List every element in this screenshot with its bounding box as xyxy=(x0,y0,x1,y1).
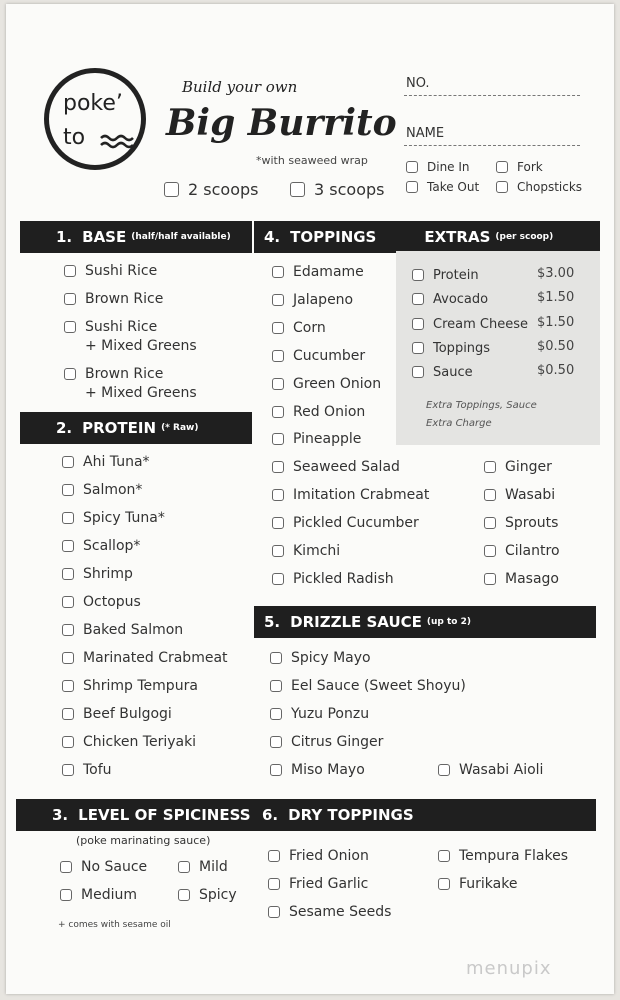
scoops-3-option[interactable]: 3 scoops xyxy=(290,180,384,199)
dry-option[interactable]: Furikake xyxy=(438,875,517,894)
take-out-option[interactable]: Take Out xyxy=(406,178,479,197)
checkbox[interactable] xyxy=(60,889,72,901)
base-option[interactable]: Brown Rice + Mixed Greens xyxy=(64,365,197,403)
checkbox[interactable] xyxy=(60,861,72,873)
extras-note-1: Extra Toppings, Sauce xyxy=(426,400,537,411)
checkbox[interactable] xyxy=(62,540,74,552)
protein-option[interactable]: Tofu xyxy=(62,761,112,780)
protein-option[interactable]: Baked Salmon xyxy=(62,621,183,640)
checkbox[interactable] xyxy=(272,406,284,418)
topping-option[interactable]: Jalapeno xyxy=(272,291,353,310)
checkbox[interactable] xyxy=(64,368,76,380)
spice-subtitle: (poke marinating sauce) xyxy=(76,834,211,847)
checkbox[interactable] xyxy=(270,736,282,748)
checkbox[interactable] xyxy=(178,861,190,873)
section-header-drizzle: 5. DRIZZLE SAUCE (up to 2) xyxy=(254,606,596,638)
checkbox[interactable] xyxy=(438,764,450,776)
protein-option[interactable]: Spicy Tuna* xyxy=(62,509,165,528)
extras-title: EXTRAS xyxy=(424,228,491,246)
section-header-base: 1. BASE (half/half available) xyxy=(20,221,252,253)
protein-option[interactable]: Chicken Teriyaki xyxy=(62,733,196,752)
checkbox[interactable] xyxy=(412,366,424,378)
topping-option[interactable]: Ginger xyxy=(484,458,552,477)
topping-option[interactable]: Seaweed Salad xyxy=(272,458,400,477)
spice-option[interactable]: Mild xyxy=(178,858,228,877)
checkbox[interactable] xyxy=(64,265,76,277)
section-header-dry: 6. DRY TOPPINGS xyxy=(252,799,596,831)
checkbox[interactable] xyxy=(272,266,284,278)
drizzle-option[interactable]: Citrus Ginger xyxy=(270,733,383,752)
topping-option[interactable]: Corn xyxy=(272,319,326,338)
base-option[interactable]: Brown Rice xyxy=(64,290,163,309)
topping-option[interactable]: Kimchi xyxy=(272,542,340,561)
dry-option[interactable]: Fried Garlic xyxy=(268,875,368,894)
protein-option[interactable]: Salmon* xyxy=(62,481,142,500)
checkbox[interactable] xyxy=(272,350,284,362)
topping-option[interactable]: Imitation Crabmeat xyxy=(272,486,429,505)
topping-option[interactable]: Edamame xyxy=(272,263,364,282)
protein-option[interactable]: Ahi Tuna* xyxy=(62,453,150,472)
dry-option[interactable]: Fried Onion xyxy=(268,847,369,866)
checkbox[interactable] xyxy=(272,433,284,445)
extra-option[interactable]: Protein xyxy=(412,266,479,285)
drizzle-option[interactable]: Spicy Mayo xyxy=(270,649,371,668)
checkbox[interactable] xyxy=(62,680,74,692)
checkbox[interactable] xyxy=(64,293,76,305)
checkbox[interactable] xyxy=(62,456,74,468)
checkbox[interactable] xyxy=(484,489,496,501)
watermark: menupix xyxy=(466,958,552,979)
title-pre: Build your own xyxy=(182,78,298,96)
extra-option[interactable]: Avocado xyxy=(412,290,488,309)
logo-text-1: poke’ xyxy=(63,91,123,116)
base-option[interactable]: Sushi Rice + Mixed Greens xyxy=(64,318,197,356)
no-label: NO. xyxy=(406,76,430,91)
checkbox[interactable] xyxy=(412,269,424,281)
checkbox[interactable] xyxy=(484,461,496,473)
chopsticks-option[interactable]: Chopsticks xyxy=(496,178,582,197)
checkbox[interactable] xyxy=(268,906,280,918)
checkbox[interactable] xyxy=(62,596,74,608)
topping-option[interactable]: Pickled Cucumber xyxy=(272,514,419,533)
page-title: Big Burrito xyxy=(166,102,397,144)
scoops-2-option[interactable]: 2 scoops xyxy=(164,180,258,199)
checkbox[interactable] xyxy=(164,182,179,197)
dine-in-option[interactable]: Dine In xyxy=(406,158,470,177)
logo-text-2: to xyxy=(63,125,86,150)
checkbox[interactable] xyxy=(272,517,284,529)
checkbox[interactable] xyxy=(62,764,74,776)
protein-option[interactable]: Beef Bulgogi xyxy=(62,705,172,724)
checkbox[interactable] xyxy=(496,161,508,173)
checkbox[interactable] xyxy=(438,878,450,890)
checkbox[interactable] xyxy=(62,484,74,496)
extra-price: $0.50 xyxy=(537,338,575,354)
extra-option[interactable]: Toppings xyxy=(412,339,490,358)
checkbox[interactable] xyxy=(484,517,496,529)
checkbox[interactable] xyxy=(496,181,508,193)
topping-option[interactable]: Pickled Radish xyxy=(272,570,394,589)
drizzle-option[interactable]: Eel Sauce (Sweet Shoyu) xyxy=(270,677,466,696)
checkbox[interactable] xyxy=(438,850,450,862)
checkbox[interactable] xyxy=(62,708,74,720)
spice-option[interactable]: No Sauce xyxy=(60,858,147,877)
topping-option[interactable]: Green Onion xyxy=(272,375,381,394)
checkbox[interactable] xyxy=(412,293,424,305)
checkbox[interactable] xyxy=(272,545,284,557)
checkbox[interactable] xyxy=(406,181,418,193)
fork-option[interactable]: Fork xyxy=(496,158,543,177)
name-field[interactable] xyxy=(404,145,580,146)
dry-option[interactable]: Tempura Flakes xyxy=(438,847,568,866)
section-header-protein: 2. PROTEIN (* Raw) xyxy=(20,412,252,444)
spice-option[interactable]: Medium xyxy=(60,886,137,905)
topping-option[interactable]: Cucumber xyxy=(272,347,365,366)
checkbox[interactable] xyxy=(290,182,305,197)
protein-option[interactable]: Shrimp xyxy=(62,565,133,584)
checkbox[interactable] xyxy=(270,680,282,692)
protein-option[interactable]: Shrimp Tempura xyxy=(62,677,198,696)
name-label: NAME xyxy=(406,126,445,141)
no-field[interactable] xyxy=(404,95,580,96)
checkbox[interactable] xyxy=(272,378,284,390)
drizzle-option[interactable]: Wasabi Aioli xyxy=(438,761,543,780)
extra-price: $0.50 xyxy=(537,363,575,379)
checkbox[interactable] xyxy=(272,489,284,501)
checkbox[interactable] xyxy=(268,878,280,890)
topping-option[interactable]: Masago xyxy=(484,570,559,589)
checkbox[interactable] xyxy=(484,573,496,585)
wave-icon xyxy=(99,133,139,151)
spice-option[interactable]: Spicy xyxy=(178,886,237,905)
drizzle-option[interactable]: Yuzu Ponzu xyxy=(270,705,369,724)
checkbox[interactable] xyxy=(484,545,496,557)
checkbox[interactable] xyxy=(62,652,74,664)
checkbox[interactable] xyxy=(272,322,284,334)
checkbox[interactable] xyxy=(62,568,74,580)
checkbox[interactable] xyxy=(178,889,190,901)
spice-footnote: + comes with sesame oil xyxy=(58,920,171,930)
checkbox[interactable] xyxy=(272,461,284,473)
protein-option[interactable]: Marinated Crabmeat xyxy=(62,649,228,668)
checkbox[interactable] xyxy=(406,161,418,173)
extras-note-2: Extra Charge xyxy=(426,418,492,429)
protein-option[interactable]: Scallop* xyxy=(62,537,140,556)
checkbox[interactable] xyxy=(62,512,74,524)
topping-option[interactable]: Red Onion xyxy=(272,403,365,422)
base-option[interactable]: Sushi Rice xyxy=(64,262,157,281)
checkbox[interactable] xyxy=(268,850,280,862)
brand-logo xyxy=(44,68,146,170)
checkbox[interactable] xyxy=(272,294,284,306)
section-header-spice: 3. LEVEL OF SPICINESS xyxy=(16,799,252,831)
checkbox[interactable] xyxy=(64,321,76,333)
topping-option[interactable]: Wasabi xyxy=(484,486,555,505)
checkbox[interactable] xyxy=(272,573,284,585)
extra-option[interactable]: Cream Cheese xyxy=(412,315,528,334)
checkbox[interactable] xyxy=(270,764,282,776)
extra-option[interactable]: Sauce xyxy=(412,363,473,382)
checkbox[interactable] xyxy=(62,736,74,748)
extra-price: $3.00 xyxy=(537,266,575,281)
protein-option[interactable]: Octopus xyxy=(62,593,141,612)
checkbox[interactable] xyxy=(270,652,282,664)
checkbox[interactable] xyxy=(62,624,74,636)
drizzle-option[interactable]: Miso Mayo xyxy=(270,761,365,780)
dry-option[interactable]: Sesame Seeds xyxy=(268,903,391,922)
checkbox[interactable] xyxy=(270,708,282,720)
extra-price: $1.50 xyxy=(537,314,575,330)
section-header-toppings: 4. TOPPINGS EXTRAS (per scoop) xyxy=(254,221,600,253)
topping-option[interactable]: Sprouts xyxy=(484,514,558,533)
title-note: *with seaweed wrap xyxy=(256,154,368,167)
topping-option[interactable]: Cilantro xyxy=(484,542,560,561)
checkbox[interactable] xyxy=(412,318,424,330)
checkbox[interactable] xyxy=(412,342,424,354)
topping-option[interactable]: Pineapple xyxy=(272,430,361,449)
extra-price: $1.50 xyxy=(537,290,575,306)
